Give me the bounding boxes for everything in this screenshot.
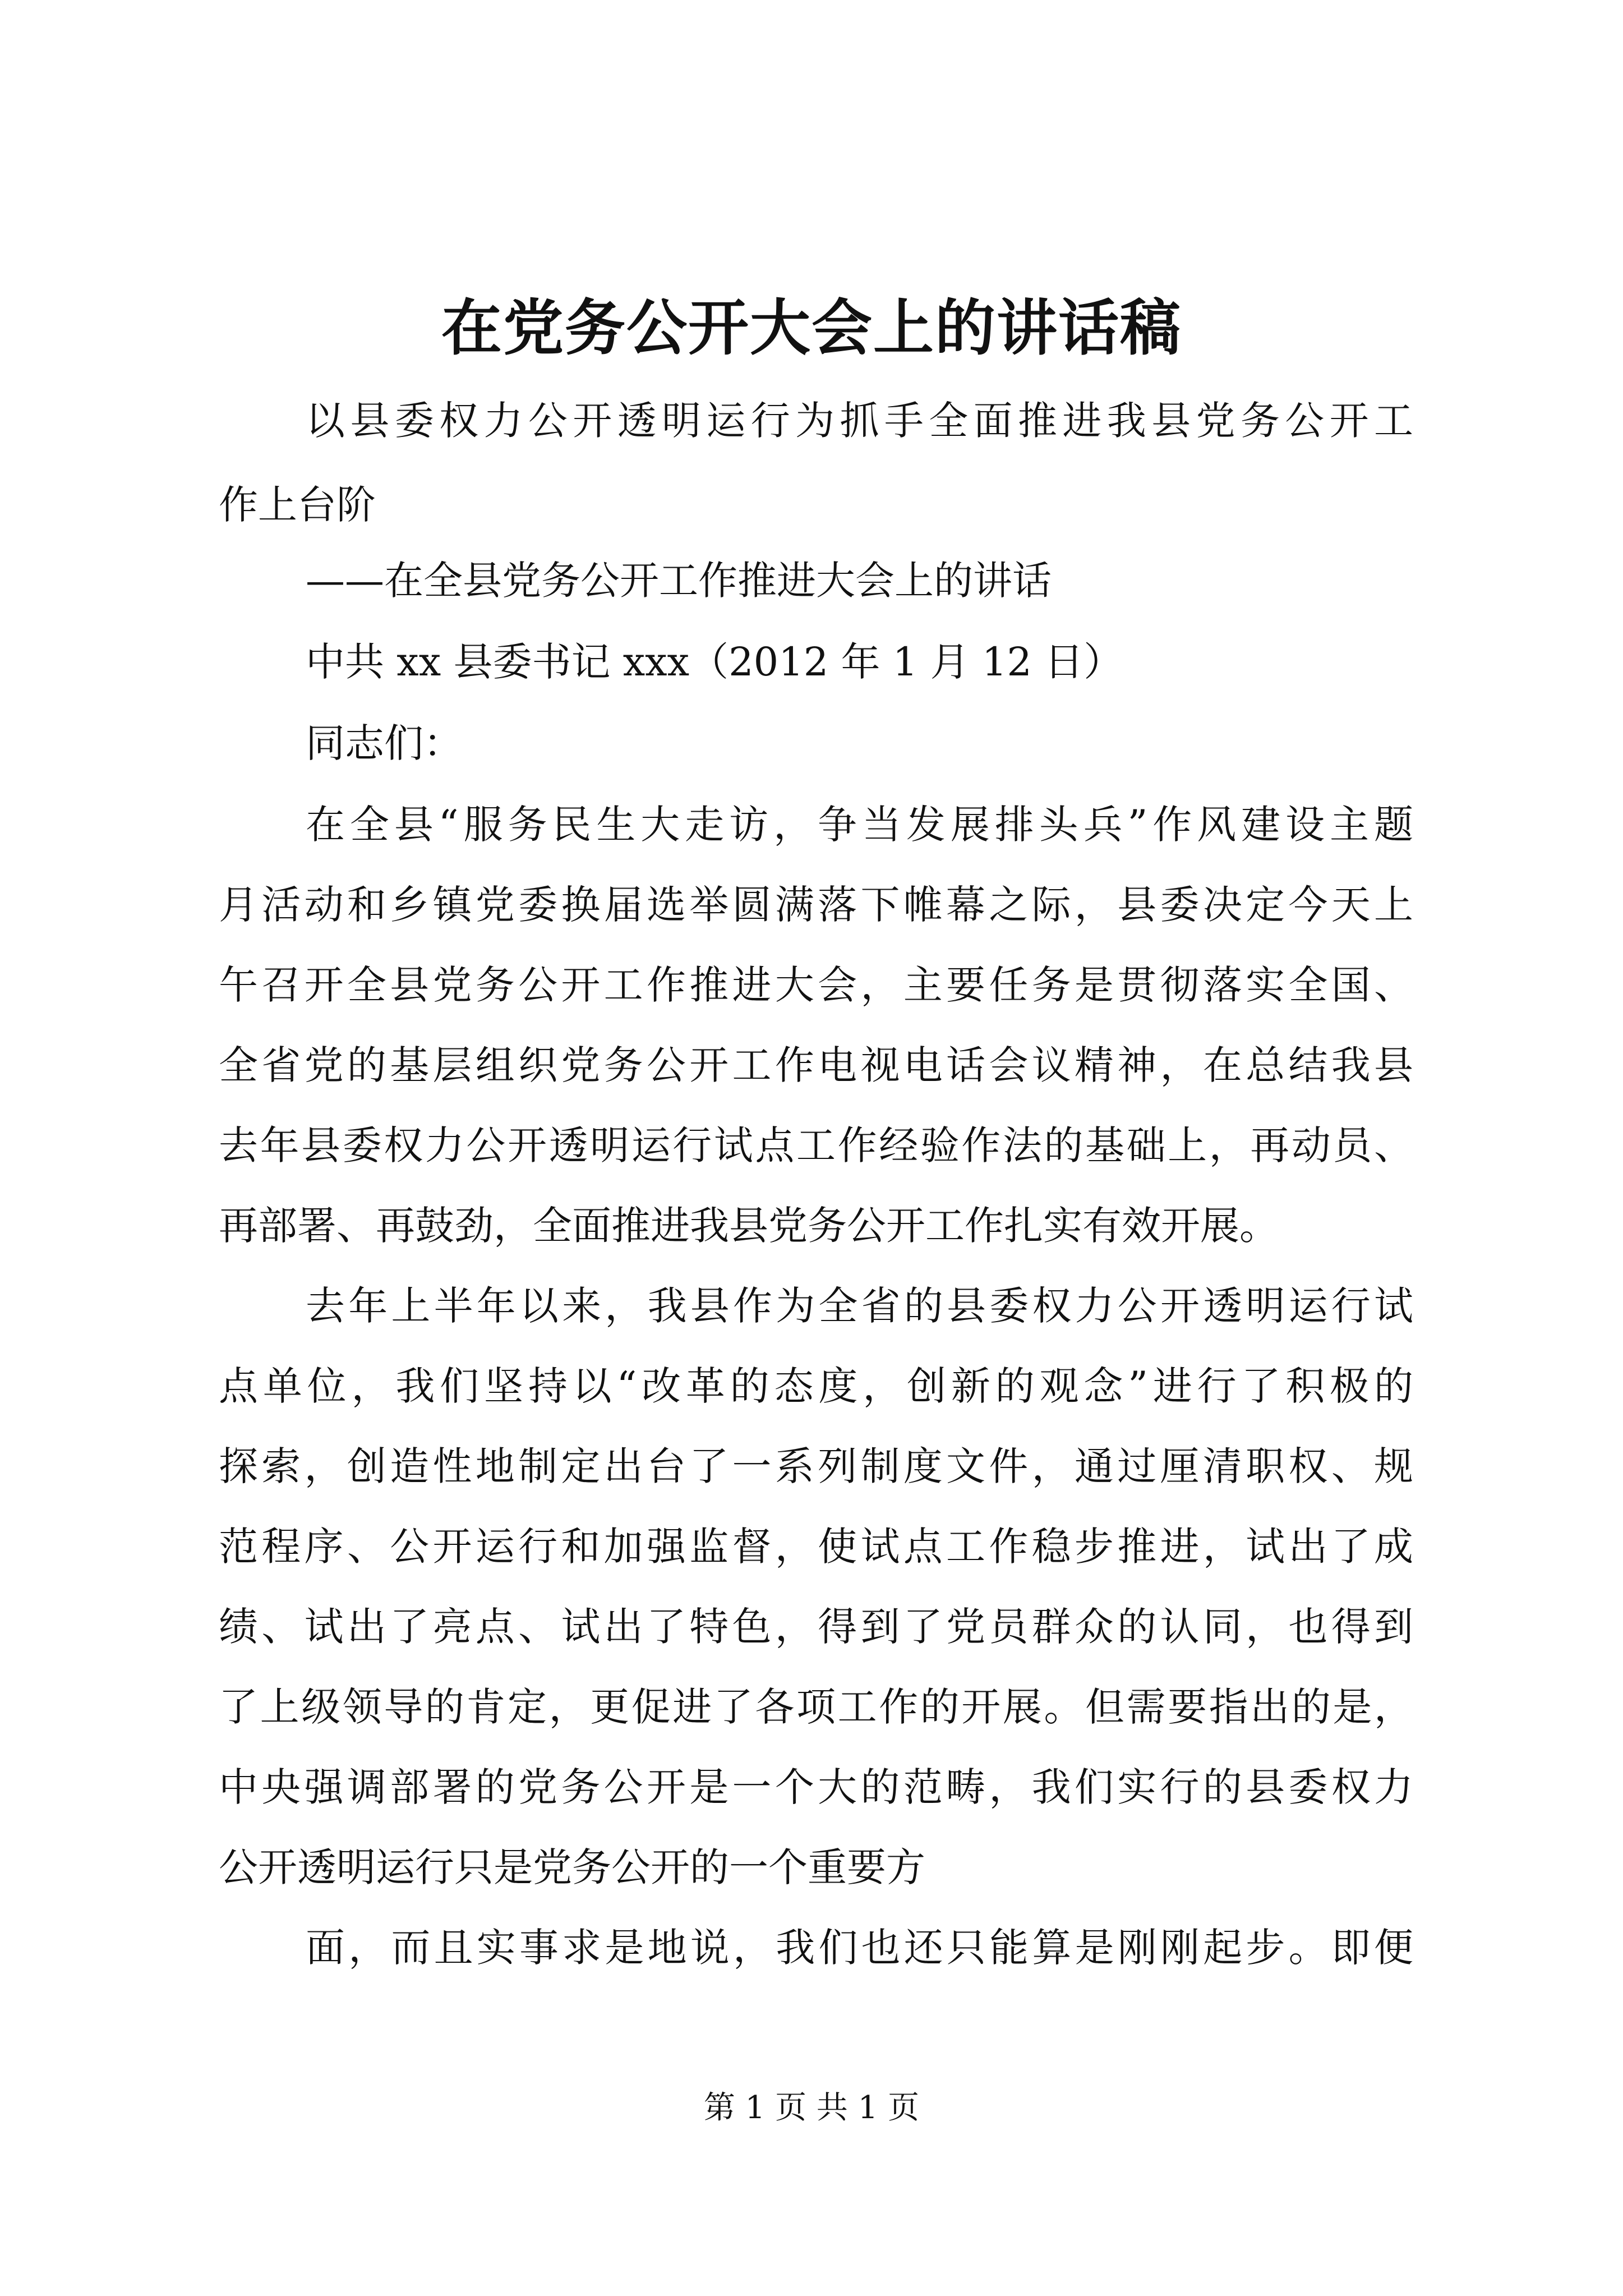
- paragraph-1-line-4: 全省党的基层组织党务公开工作电视电话会议精神，在总结我县: [219, 1042, 1413, 1088]
- paragraph-1-line-6: 再部署、再鼓劲，全面推进我县党务公开工作扎实有效开展。: [219, 1203, 1279, 1249]
- paragraph-1-line-2: 月活动和乡镇党委换届选举圆满落下帷幕之际，县委决定今天上: [219, 882, 1413, 928]
- paragraph-1-line-5: 去年县委权力公开透明运行试点工作经验作法的基础上，再动员、: [219, 1122, 1413, 1168]
- paragraph-1-line-3: 午召开全县党务公开工作推进大会，主要任务是贯彻落实全国、: [219, 962, 1413, 1008]
- paragraph-1-line-1: 在全县“服务民生大走访，争当发展排头兵”作风建设主题: [306, 802, 1413, 848]
- salutation: 同志们：: [306, 720, 463, 766]
- paragraph-2-line-8: 公开透明运行只是党务公开的一个重要方: [219, 1844, 925, 1890]
- speech-title-line-2: 作上台阶: [219, 482, 376, 528]
- paragraph-2-line-5: 绩、试出了亮点、试出了特色，得到了党员群众的认同，也得到: [219, 1604, 1413, 1650]
- paragraph-2-line-3: 探索，创造性地制定出台了一系列制度文件，通过厘清职权、规: [219, 1443, 1413, 1489]
- paragraph-2-line-4: 范程序、公开运行和加强监督，使试点工作稳步推进，试出了成: [219, 1524, 1413, 1570]
- speech-subtitle: ——在全县党务公开工作推进大会上的讲话: [306, 558, 1052, 604]
- document-title: 在党务公开大会上的讲话稿: [441, 293, 1182, 364]
- paragraph-2-line-6: 了上级领导的肯定，更促进了各项工作的开展。但需要指出的是，: [219, 1684, 1413, 1730]
- speech-title-line-1: 以县委权力公开透明运行为抓手全面推进我县党务公开工: [306, 398, 1413, 444]
- paragraph-2-line-1: 去年上半年以来，我县作为全省的县委权力公开透明运行试: [306, 1283, 1413, 1329]
- page-number-footer: 第 1 页 共 1 页: [703, 2090, 920, 2126]
- paragraph-2-line-7: 中央强调部署的党务公开是一个大的范畴，我们实行的县委权力: [219, 1764, 1413, 1810]
- speaker-line: 中共 xx 县委书记 xxx（2012 年 1 月 12 日）: [306, 639, 1123, 685]
- paragraph-2-line-2: 点单位，我们坚持以“改革的态度，创新的观念”进行了积极的: [219, 1363, 1413, 1409]
- paragraph-3-line-1: 面，而且实事求是地说，我们也还只能算是刚刚起步。即便: [306, 1925, 1413, 1971]
